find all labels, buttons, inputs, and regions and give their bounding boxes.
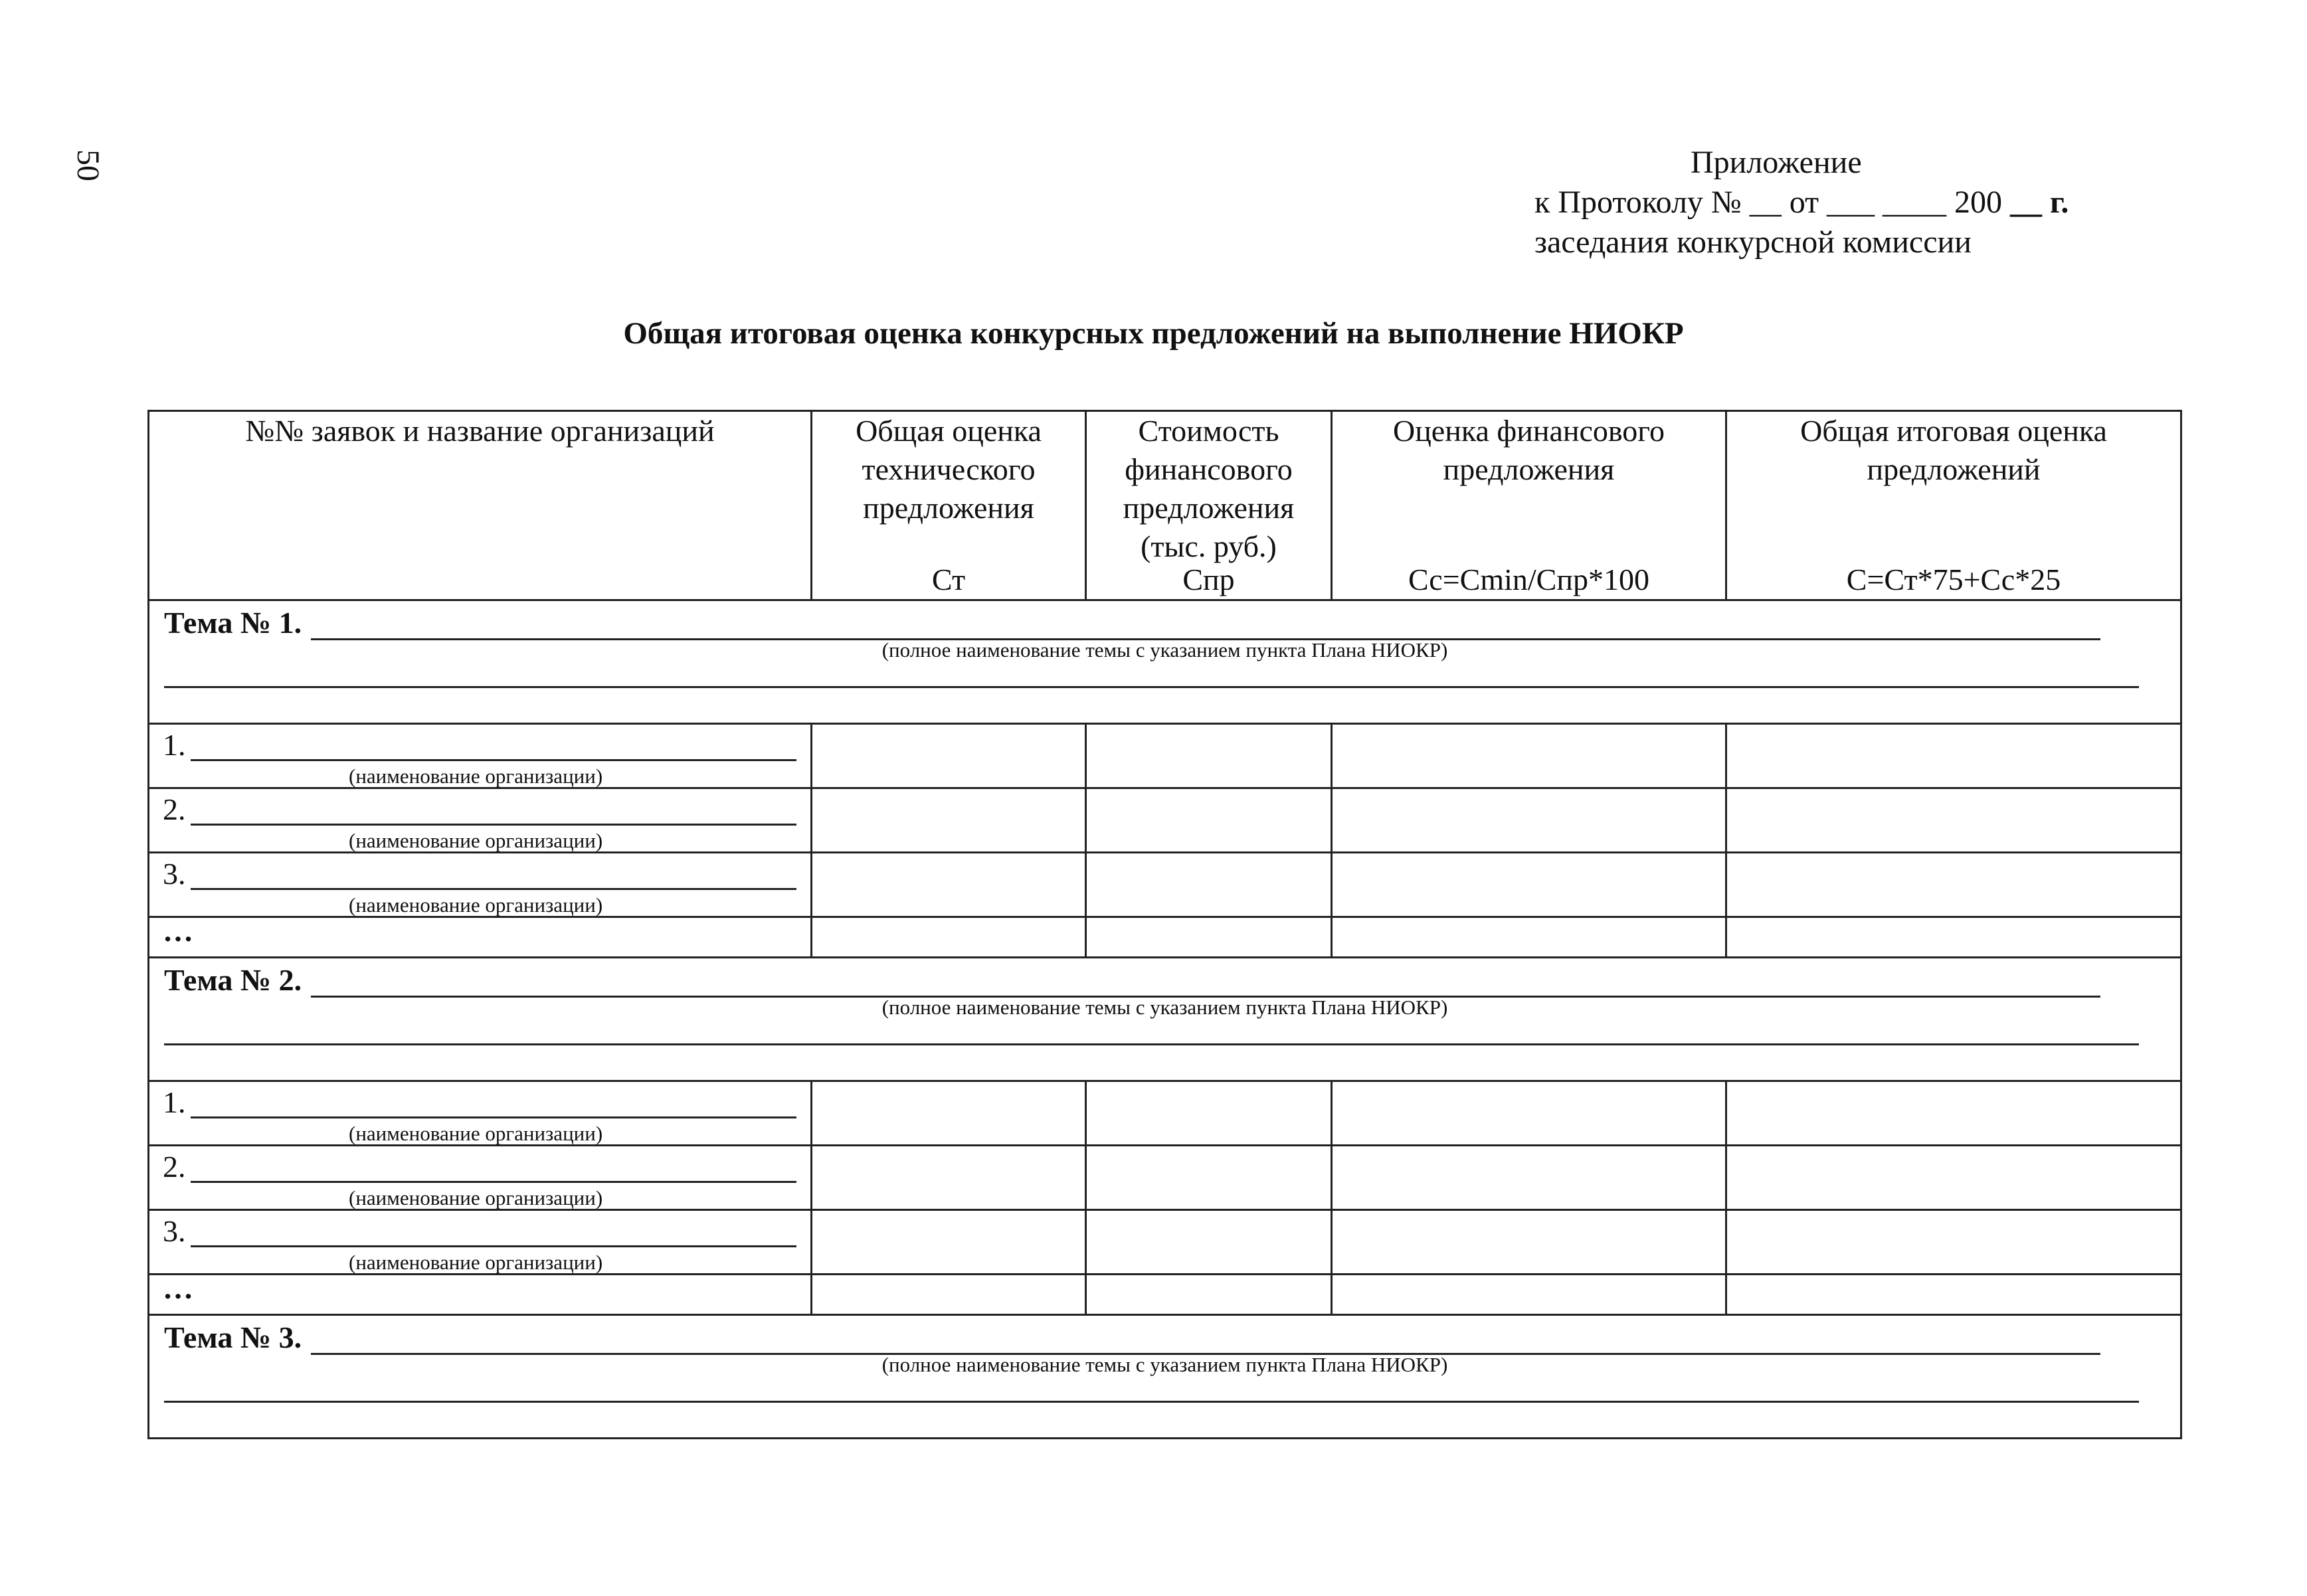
topic-label: Тема № 3. bbox=[164, 1320, 302, 1354]
appendix-protocol-text: к Протоколу № __ от ___ ____ 200 bbox=[1534, 185, 2003, 220]
header-label: Стоимость финансового предложения (тыс. руб.) bbox=[1123, 414, 1295, 563]
score-cell[interactable] bbox=[1086, 853, 1332, 917]
topic-heading bbox=[164, 1320, 2100, 1355]
header-cell bbox=[1086, 411, 1332, 600]
topic-row bbox=[149, 1315, 2181, 1439]
header-row bbox=[149, 411, 2181, 600]
score-cell[interactable] bbox=[1086, 1210, 1332, 1275]
org-row bbox=[149, 853, 2181, 917]
header-cell bbox=[1332, 411, 1726, 600]
topic-name-line[interactable] bbox=[311, 969, 2100, 998]
ellipsis-cell bbox=[149, 914, 812, 958]
org-row bbox=[149, 1081, 2181, 1146]
score-cell[interactable] bbox=[812, 1081, 1086, 1146]
topic-heading bbox=[164, 962, 2100, 998]
org-number: 2. bbox=[163, 792, 186, 826]
score-cell[interactable] bbox=[1726, 1146, 2181, 1210]
score-cell[interactable] bbox=[1332, 1146, 1726, 1210]
topic-label: Тема № 2. bbox=[164, 963, 302, 997]
org-name-cell bbox=[149, 788, 812, 853]
appendix-commission-line: заседания конкурсной комиссии bbox=[1534, 224, 1972, 260]
score-cell[interactable] bbox=[1086, 1146, 1332, 1210]
org-name-line[interactable] bbox=[191, 1181, 796, 1183]
header-label: Оценка финансового предложения bbox=[1392, 414, 1665, 486]
org-name-cell bbox=[149, 853, 812, 917]
topic-caption: (полное наименование темы с указанием пункта Плана НИОКР) bbox=[881, 1353, 1448, 1376]
evaluation-table bbox=[147, 410, 2182, 1439]
header-symbol: Ст bbox=[931, 563, 966, 596]
org-row bbox=[149, 1210, 2181, 1275]
org-name-line[interactable] bbox=[191, 888, 796, 890]
appendix-protocol-line bbox=[1534, 183, 2069, 222]
topic-cell bbox=[149, 958, 2181, 1081]
org-caption: (наименование организации) bbox=[349, 893, 603, 917]
header-label: Общая итоговая оценка предложений bbox=[1800, 414, 2107, 486]
org-number: 2. bbox=[163, 1150, 186, 1184]
header-symbol: Сс=Сmin/Спр*100 bbox=[1408, 563, 1649, 596]
document-title: Общая итоговая оценка конкурсных предложений на выполнение НИОКР bbox=[623, 316, 1684, 351]
score-cell[interactable] bbox=[1086, 1081, 1332, 1146]
topic-label: Тема № 1. bbox=[164, 606, 302, 640]
score-cell[interactable] bbox=[1726, 1275, 2181, 1315]
header-label: №№ заявок и название организаций bbox=[245, 414, 715, 448]
org-name-line[interactable] bbox=[191, 1116, 796, 1118]
org-name-cell bbox=[149, 724, 812, 788]
score-cell[interactable] bbox=[1332, 917, 1726, 958]
appendix-title: Приложение bbox=[1691, 145, 1862, 180]
org-caption: (наименование организации) bbox=[349, 1186, 603, 1209]
score-cell[interactable] bbox=[812, 1275, 1086, 1315]
score-cell[interactable] bbox=[1086, 917, 1332, 958]
score-cell[interactable] bbox=[1332, 1081, 1726, 1146]
score-cell[interactable] bbox=[1332, 788, 1726, 853]
org-caption: (наименование организации) bbox=[349, 764, 603, 788]
org-number: 1. bbox=[163, 728, 186, 762]
topic-row bbox=[149, 600, 2181, 724]
appendix-block bbox=[1534, 143, 2069, 262]
score-cell[interactable] bbox=[1332, 1210, 1726, 1275]
topic-row bbox=[149, 958, 2181, 1081]
score-cell[interactable] bbox=[1726, 788, 2181, 853]
org-name-cell bbox=[149, 1146, 812, 1210]
header-symbol: Спр bbox=[1182, 563, 1235, 596]
org-number: 1. bbox=[163, 1085, 186, 1119]
score-cell[interactable] bbox=[1086, 788, 1332, 853]
topic-caption: (полное наименование темы с указанием пункта Плана НИОКР) bbox=[881, 996, 1448, 1019]
org-row bbox=[149, 1146, 2181, 1210]
org-caption: (наименование организации) bbox=[349, 829, 603, 852]
header-symbol: С=Ст*75+Сс*25 bbox=[1846, 563, 2061, 596]
score-cell[interactable] bbox=[1332, 724, 1726, 788]
table-body bbox=[149, 411, 2181, 1439]
score-cell[interactable] bbox=[1086, 724, 1332, 788]
header-label: Общая оценка технического предложения bbox=[856, 414, 1042, 525]
score-cell[interactable] bbox=[1726, 917, 2181, 958]
score-cell[interactable] bbox=[812, 853, 1086, 917]
org-name-line[interactable] bbox=[191, 759, 796, 761]
org-row bbox=[149, 788, 2181, 853]
score-cell[interactable] bbox=[812, 724, 1086, 788]
score-cell[interactable] bbox=[1332, 853, 1726, 917]
score-cell[interactable] bbox=[1726, 724, 2181, 788]
score-cell[interactable] bbox=[1726, 1081, 2181, 1146]
topic-heading bbox=[164, 605, 2100, 640]
header-cell bbox=[1726, 411, 2181, 600]
org-name-cell bbox=[149, 1081, 812, 1146]
header-cell bbox=[812, 411, 1086, 600]
org-name-line[interactable] bbox=[191, 824, 796, 826]
topic-name-line-2[interactable] bbox=[164, 686, 2139, 688]
ellipsis-text: … bbox=[163, 1271, 193, 1305]
score-cell[interactable] bbox=[1726, 853, 2181, 917]
ellipsis-text: … bbox=[163, 914, 193, 948]
score-cell[interactable] bbox=[1086, 1275, 1332, 1315]
score-cell[interactable] bbox=[812, 1146, 1086, 1210]
score-cell[interactable] bbox=[812, 788, 1086, 853]
ellipsis-row bbox=[149, 1275, 2181, 1315]
topic-cell bbox=[149, 600, 2181, 724]
topic-name-line[interactable] bbox=[311, 1326, 2100, 1355]
appendix-year-suffix: __ г. bbox=[2002, 185, 2069, 220]
org-caption: (наименование организации) bbox=[349, 1251, 603, 1274]
score-cell[interactable] bbox=[1726, 1210, 2181, 1275]
org-number: 3. bbox=[163, 1214, 186, 1248]
topic-name-line-2[interactable] bbox=[164, 1043, 2139, 1045]
org-name-cell bbox=[149, 1210, 812, 1275]
topic-name-line-2[interactable] bbox=[164, 1401, 2139, 1403]
topic-name-line[interactable] bbox=[311, 612, 2100, 640]
ellipsis-cell bbox=[149, 1271, 812, 1315]
topic-caption: (полное наименование темы с указанием пункта Плана НИОКР) bbox=[881, 638, 1448, 662]
org-name-line[interactable] bbox=[191, 1245, 796, 1247]
ellipsis-row bbox=[149, 917, 2181, 958]
score-cell[interactable] bbox=[1332, 1275, 1726, 1315]
org-caption: (наименование организации) bbox=[349, 1122, 603, 1145]
org-row bbox=[149, 724, 2181, 788]
page-number: 50 bbox=[70, 149, 106, 181]
org-number: 3. bbox=[163, 857, 186, 891]
header-cell bbox=[149, 411, 812, 600]
score-cell[interactable] bbox=[812, 1210, 1086, 1275]
score-cell[interactable] bbox=[812, 917, 1086, 958]
topic-cell bbox=[149, 1315, 2181, 1439]
